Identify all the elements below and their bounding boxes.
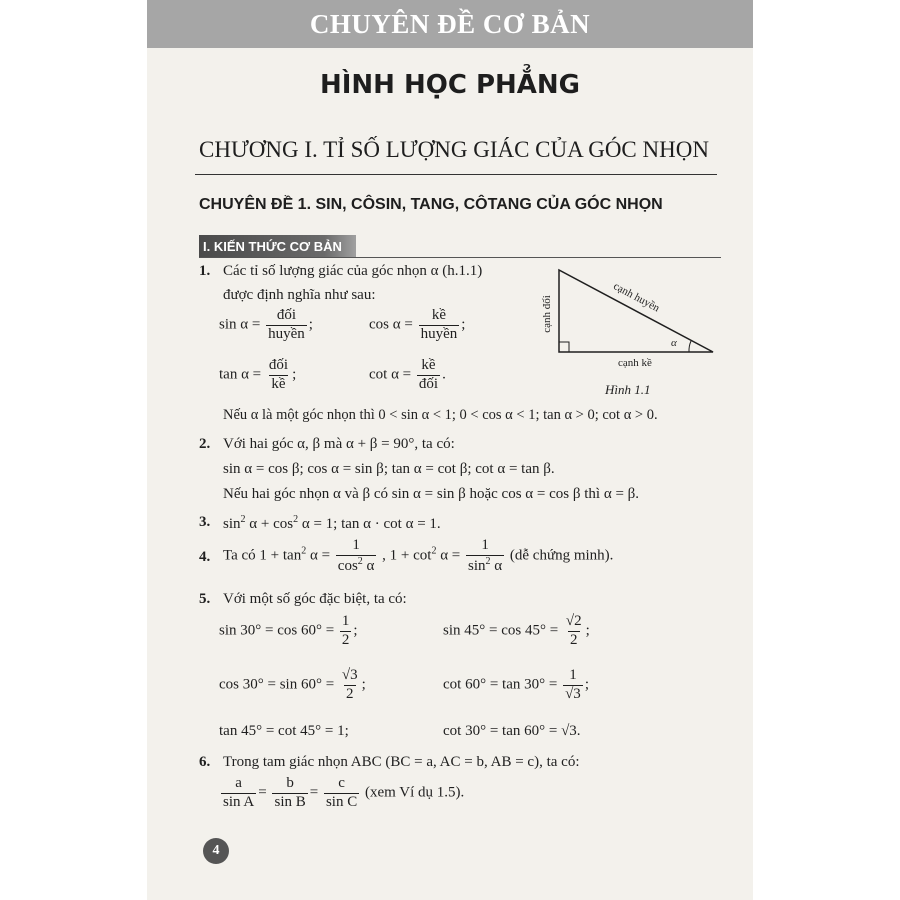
item-4-part-a: Ta có 1 + tan xyxy=(223,547,302,564)
special-sin30: sin 30° = cos 60° = $\frac{1}{2}$ ; xyxy=(219,613,358,648)
item-4-part-c: , 1 + cot xyxy=(378,547,432,564)
item-5-number: 5. xyxy=(199,591,211,607)
triangle-shape xyxy=(559,270,713,352)
formula-sin-fraction xyxy=(266,308,307,343)
special-cos30-fraction: $\frac{√3}{2}$ xyxy=(341,667,358,702)
item-5-text: Với một số góc đặc biệt, ta có: xyxy=(223,591,407,607)
formula-tan: tan α = $\frac{\text{đối}}{\text{kề}}$ ; xyxy=(219,357,297,392)
item-2-line-2: sin α = cos β; cos α = sin β; tan α = cot β; cot α = tan β. xyxy=(223,461,555,477)
item-4-fraction-1: $\frac{1}{\cos^2 \alpha}$ xyxy=(337,537,375,574)
special-sin30-fraction: $\frac{1}{2}$ xyxy=(341,613,350,648)
law-of-sines-tail: (xem Ví dụ 1.5). xyxy=(364,784,465,801)
formula-sin-denominator: huyền xyxy=(268,325,305,342)
page-number-label: 4 xyxy=(212,843,220,858)
item-6-text: Trong tam giác nhọn ABC (BC = a, AC = b, AB = c), ta có: xyxy=(223,754,580,770)
item-3-part-c: α = 1; tan α · cot α = 1. xyxy=(298,516,441,532)
law-of-sines: $\frac{a}{\text{sin A}}$ = $\frac{b}{\text{sin B}}$ = $\frac{c}{\text{sin C}}$ (xem Ví dụ 1.5). xyxy=(223,775,465,810)
right-angle-mark xyxy=(559,342,569,352)
formula-tan-numerator: đối xyxy=(268,357,289,373)
item-2-number: 2. xyxy=(199,436,211,452)
page-number xyxy=(203,838,229,864)
law-frac-a: $\frac{a}{\text{sin A}}$ xyxy=(223,775,255,810)
special-cos30: cos 30° = sin 60° = $\frac{√3}{2}$ ; xyxy=(219,667,366,702)
item-4-part-b: α = xyxy=(306,547,331,564)
formula-cot: cot α = $\frac{\text{kề}}{\text{đối}}$ . xyxy=(369,357,446,392)
running-header xyxy=(147,0,753,48)
label-cạnh-kề: cạnh kề xyxy=(618,357,652,369)
law-frac-c: $\frac{c}{\text{sin C}}$ xyxy=(325,775,358,810)
item-1-number: 1. xyxy=(199,263,211,279)
special-cos30-label: cos 30° = sin 60° = xyxy=(219,676,335,693)
formula-cot-label: cot α = xyxy=(369,366,412,383)
label-cạnh-đối: cạnh đối xyxy=(541,295,553,333)
figure-caption: Hình 1.1 xyxy=(605,382,651,397)
special-sin45-fraction: $\frac{√2}{2}$ xyxy=(565,613,582,648)
item-6-number: 6. xyxy=(199,754,211,770)
formula-cot-numerator: kề xyxy=(421,357,436,373)
topic-title: CHUYÊN ĐỀ 1. SIN, CÔSIN, TANG, CÔTANG CỦA GÓC NHỌN xyxy=(199,196,663,213)
special-cot30: cot 30° = tan 60° = √3. xyxy=(443,723,581,739)
formula-cos-label: cos α = xyxy=(369,316,413,333)
item-2-text: Với hai góc α, β mà α + β = 90°, ta có: xyxy=(223,436,455,452)
formula-tan-label: tan α = xyxy=(219,366,262,383)
formula-sin-numerator: đối xyxy=(276,307,296,323)
formula-sin-label: sin α = xyxy=(219,316,261,333)
formula-cos-numerator: kề xyxy=(431,307,446,323)
special-cot60: cot 60° = tan 30° = $\frac{1}{√3}$ ; xyxy=(443,667,589,702)
formula-cos-denominator: huyền xyxy=(420,325,458,342)
section-tag xyxy=(199,235,356,257)
formula-cot-fraction xyxy=(417,358,440,393)
item-3-number: 3. xyxy=(199,514,211,530)
section-tag-label: I. KIẾN THỨC CƠ BẢN xyxy=(203,238,342,254)
formula-cos: cos α = $\frac{\text{kề}}{\text{huyền}}$ ; xyxy=(369,307,466,342)
formula-tan-fraction xyxy=(267,358,290,393)
chapter-divider xyxy=(195,174,717,175)
formula-tan-denominator: kề xyxy=(271,375,286,392)
special-sin45: sin 45° = cos 45° = $\frac{√2}{2}$ ; xyxy=(443,613,590,648)
label-cạnh-huyền: cạnh huyền xyxy=(611,280,662,315)
chapter-title: CHƯƠNG I. TỈ SỐ LƯỢNG GIÁC CỦA GÓC NHỌN xyxy=(199,137,709,162)
special-sin30-label: sin 30° = cos 60° = xyxy=(219,622,335,639)
special-cot60-label: cot 60° = tan 30° = xyxy=(443,676,558,693)
item-1-note: Nếu α là một góc nhọn thì 0 < sin α < 1; 0 < cos α < 1; tan α > 0; cot α > 0. xyxy=(223,407,658,423)
formula-sin: sin α = $\frac{\text{đối}}{\text{huyền}}$ ; xyxy=(219,307,313,342)
item-1-text-2: được định nghĩa như sau: xyxy=(223,287,376,303)
item-4-den-2: sin xyxy=(468,557,486,574)
angle-arc xyxy=(689,341,691,352)
book-page xyxy=(147,0,753,900)
header-title: CHUYÊN ĐỀ CƠ BẢN xyxy=(309,8,591,39)
item-4-fraction-2: $\frac{1}{\sin^2 \alpha}$ xyxy=(468,537,503,574)
formula-cot-denominator: đối xyxy=(418,375,439,392)
special-cot60-fraction: $\frac{1}{√3}$ xyxy=(565,667,581,702)
special-tan45: tan 45° = cot 45° = 1; xyxy=(219,723,349,739)
right-triangle-figure xyxy=(541,258,717,369)
item-3-formula: $\sin^2 \alpha + \cos^2 \alpha = 1$; tan α · cot α = 1. xyxy=(223,514,441,532)
part-title: HÌNH HỌC PHẲNG xyxy=(319,70,581,100)
item-4-part-e: (dễ chứng minh). xyxy=(509,547,614,564)
item-3-part-a: sin xyxy=(223,516,241,532)
formula-cos-fraction xyxy=(419,308,460,343)
item-3-part-b: α + cos xyxy=(245,516,294,532)
label-angle-alpha: α xyxy=(671,337,677,349)
law-frac-b: $\frac{b}{\text{sin B}}$ xyxy=(274,775,306,810)
item-4-formula: Ta có $1 + \tan^2 \alpha$ = $\frac{1}{\cos^2 \alpha}$ , $1 + \cot^2 \alpha$ = $\frac{1}{\sin^2 \alpha}$ (dễ chứng minh). xyxy=(223,537,614,574)
item-2-line-3: Nếu hai góc nhọn α và β có sin α = sin β hoặc cos α = cos β thì α = β. xyxy=(223,486,640,502)
item-4-number: 4. xyxy=(199,549,211,565)
special-sin45-label: sin 45° = cos 45° = xyxy=(443,622,559,639)
item-1-text: Các tỉ số lượng giác của góc nhọn α (h.1.1) xyxy=(223,263,483,279)
item-4-den-1: cos xyxy=(337,557,358,574)
